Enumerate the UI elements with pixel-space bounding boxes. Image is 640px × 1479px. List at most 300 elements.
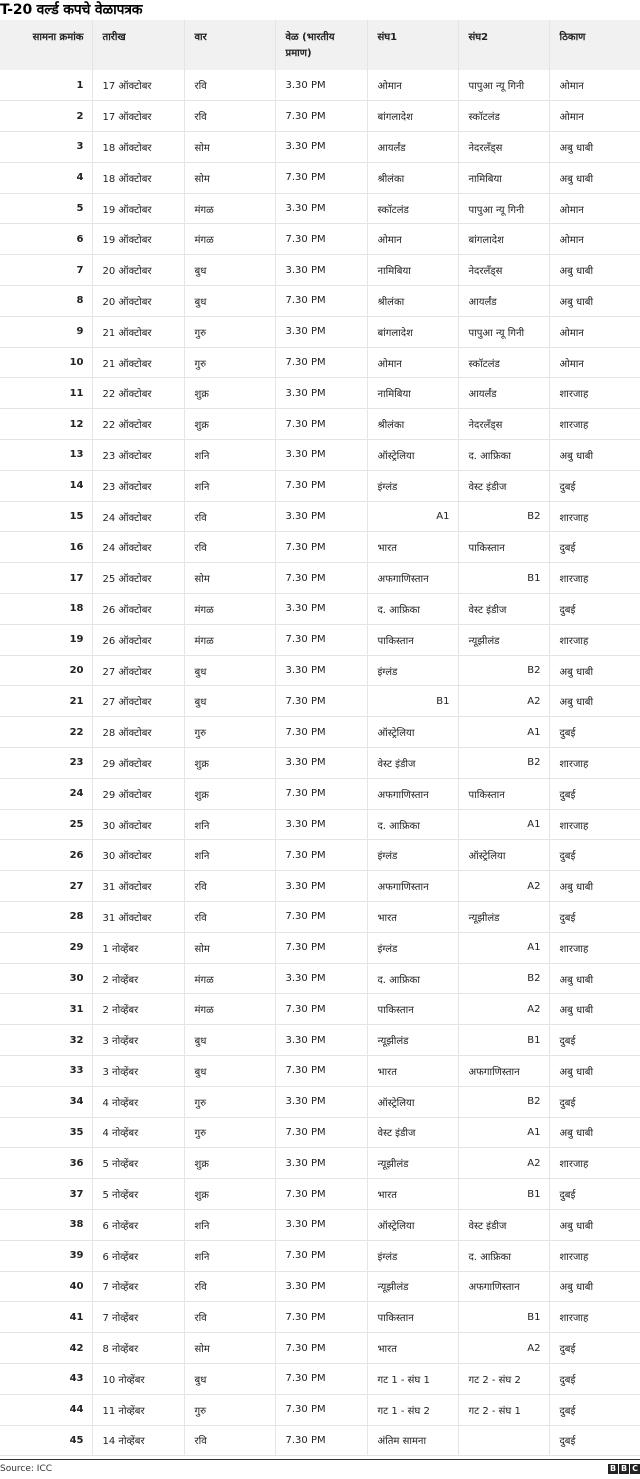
cell-date: 5 नोव्हेंबर — [92, 1179, 184, 1210]
cell-venue: अबु धाबी — [549, 1209, 640, 1240]
cell-time: 7.30 PM — [275, 1302, 367, 1333]
cell-team2: B2 — [458, 963, 549, 994]
table-row — [0, 255, 640, 286]
cell-time: 7.30 PM — [275, 840, 367, 871]
cell-date: 26 ऑक्टोबर — [92, 594, 184, 625]
cell-match-no: 37 — [0, 1179, 92, 1210]
cell-venue: दुबई — [549, 532, 640, 563]
cell-venue: दुबई — [549, 1363, 640, 1394]
table-row — [0, 963, 640, 994]
cell-date: 10 नोव्हेंबर — [92, 1363, 184, 1394]
cell-day: बुध — [184, 655, 275, 686]
cell-team2: A1 — [458, 1117, 549, 1148]
table-row — [0, 316, 640, 347]
cell-time: 3.30 PM — [275, 316, 367, 347]
cell-team2: पापुआ न्यू गिनी — [458, 316, 549, 347]
cell-match-no: 21 — [0, 686, 92, 717]
cell-team2: B1 — [458, 1302, 549, 1333]
table-row — [0, 994, 640, 1025]
cell-match-no: 22 — [0, 717, 92, 748]
cell-team1: इंग्लंड — [367, 470, 458, 501]
header-match-no: सामना क्रमांक — [32, 32, 84, 43]
cell-time: 3.30 PM — [275, 70, 367, 101]
cell-team2: A1 — [458, 717, 549, 748]
cell-time: 3.30 PM — [275, 655, 367, 686]
cell-date: 27 ऑक्टोबर — [92, 655, 184, 686]
table-row — [0, 286, 640, 317]
table-row — [0, 748, 640, 779]
header-team2: संघ2 — [458, 20, 549, 70]
cell-team1: न्यूझीलंड — [367, 1148, 458, 1179]
cell-date: 3 नोव्हेंबर — [92, 1025, 184, 1056]
cell-team2: ऑस्ट्रेलिया — [458, 840, 549, 871]
cell-match-no: 40 — [0, 1271, 92, 1302]
cell-match-no: 11 — [0, 378, 92, 409]
cell-match-no: 18 — [0, 594, 92, 625]
cell-venue: ओमान — [549, 70, 640, 101]
cell-day: रवि — [184, 902, 275, 933]
cell-venue: शारजाह — [549, 932, 640, 963]
cell-team2: अफगाणिस्तान — [458, 1056, 549, 1087]
cell-venue: दुबई — [549, 470, 640, 501]
cell-day: गुरु — [184, 1394, 275, 1425]
cell-day: शुक्र — [184, 378, 275, 409]
cell-time: 3.30 PM — [275, 193, 367, 224]
cell-day: रवि — [184, 1302, 275, 1333]
cell-date: 24 ऑक्टोबर — [92, 501, 184, 532]
cell-date: 21 ऑक्टोबर — [92, 347, 184, 378]
cell-team1: ऑस्ट्रेलिया — [367, 717, 458, 748]
cell-venue: शारजाह — [549, 748, 640, 779]
cell-venue: दुबई — [549, 1179, 640, 1210]
cell-time: 7.30 PM — [275, 1425, 367, 1456]
cell-venue: दुबई — [549, 1025, 640, 1056]
cell-day: सोम — [184, 932, 275, 963]
cell-day: शुक्र — [184, 778, 275, 809]
cell-day: शनि — [184, 809, 275, 840]
cell-team2: नेदरलँड्स — [458, 132, 549, 163]
cell-time: 7.30 PM — [275, 932, 367, 963]
cell-match-no: 33 — [0, 1056, 92, 1087]
cell-venue: शारजाह — [549, 1240, 640, 1271]
cell-team1: वेस्ट इंडीज — [367, 1117, 458, 1148]
table-row — [0, 1240, 640, 1271]
cell-day: सोम — [184, 1333, 275, 1364]
cell-team2: गट 2 - संघ 1 — [458, 1394, 549, 1425]
table-row — [0, 1271, 640, 1302]
cell-team2: पाकिस्तान — [458, 532, 549, 563]
cell-day: मंगळ — [184, 963, 275, 994]
cell-team2: नेदरलँड्स — [458, 255, 549, 286]
cell-date: 19 ऑक्टोबर — [92, 193, 184, 224]
table-row — [0, 1302, 640, 1333]
cell-date: 7 नोव्हेंबर — [92, 1271, 184, 1302]
cell-team1: भारत — [367, 1333, 458, 1364]
cell-date: 30 ऑक्टोबर — [92, 809, 184, 840]
table-row — [0, 1425, 640, 1456]
cell-team1: बांगलादेश — [367, 101, 458, 132]
cell-date: 28 ऑक्टोबर — [92, 717, 184, 748]
cell-day: शनि — [184, 440, 275, 471]
cell-time: 7.30 PM — [275, 162, 367, 193]
cell-date: 7 नोव्हेंबर — [92, 1302, 184, 1333]
cell-match-no: 20 — [0, 655, 92, 686]
table-row — [0, 1148, 640, 1179]
cell-time: 7.30 PM — [275, 409, 367, 440]
cell-match-no: 26 — [0, 840, 92, 871]
cell-team2: B2 — [458, 501, 549, 532]
cell-team1: इंग्लंड — [367, 655, 458, 686]
table-row — [0, 224, 640, 255]
table-row — [0, 1394, 640, 1425]
table-row — [0, 193, 640, 224]
table-body — [0, 70, 640, 1456]
cell-match-no: 25 — [0, 809, 92, 840]
cell-team1: न्यूझीलंड — [367, 1025, 458, 1056]
table-row — [0, 101, 640, 132]
cell-day: रवि — [184, 70, 275, 101]
cell-venue: ओमान — [549, 316, 640, 347]
cell-venue: ओमान — [549, 101, 640, 132]
table-row — [0, 132, 640, 163]
cell-date: 31 ऑक्टोबर — [92, 902, 184, 933]
bbc-logo-letter: B — [609, 1464, 617, 1473]
cell-team2: पापुआ न्यू गिनी — [458, 193, 549, 224]
cell-team2: नामिबिया — [458, 162, 549, 193]
cell-time: 7.30 PM — [275, 778, 367, 809]
page-title: T-20 वर्ल्ड कपचे वेळापत्रक — [0, 2, 143, 18]
cell-match-no: 1 — [0, 70, 92, 101]
cell-date: 18 ऑक्टोबर — [92, 162, 184, 193]
cell-venue: अबु धाबी — [549, 162, 640, 193]
cell-time: 3.30 PM — [275, 963, 367, 994]
cell-date: 3 नोव्हेंबर — [92, 1056, 184, 1087]
cell-day: रवि — [184, 871, 275, 902]
cell-day: बुध — [184, 286, 275, 317]
table-row — [0, 778, 640, 809]
cell-match-no: 4 — [0, 162, 92, 193]
cell-match-no: 6 — [0, 224, 92, 255]
cell-time: 3.30 PM — [275, 1025, 367, 1056]
table-row — [0, 932, 640, 963]
cell-day: रवि — [184, 1425, 275, 1456]
cell-venue: अबु धाबी — [549, 963, 640, 994]
cell-team1: अफगाणिस्तान — [367, 778, 458, 809]
cell-time: 7.30 PM — [275, 902, 367, 933]
cell-match-no: 9 — [0, 316, 92, 347]
cell-team1: इंग्लंड — [367, 840, 458, 871]
cell-date: 11 नोव्हेंबर — [92, 1394, 184, 1425]
cell-time: 7.30 PM — [275, 1240, 367, 1271]
cell-venue: दुबई — [549, 1394, 640, 1425]
table-row — [0, 1363, 640, 1394]
cell-day: शुक्र — [184, 409, 275, 440]
cell-time: 7.30 PM — [275, 1179, 367, 1210]
cell-venue: शारजाह — [549, 409, 640, 440]
cell-match-no: 38 — [0, 1209, 92, 1240]
cell-venue: अबु धाबी — [549, 132, 640, 163]
cell-team1: इंग्लंड — [367, 932, 458, 963]
table-row — [0, 440, 640, 471]
table-row — [0, 1086, 640, 1117]
table-row — [0, 162, 640, 193]
cell-team1: बांगलादेश — [367, 316, 458, 347]
cell-day: शुक्र — [184, 748, 275, 779]
cell-team1: भारत — [367, 902, 458, 933]
cell-match-no: 45 — [0, 1425, 92, 1456]
cell-team1: आयर्लंड — [367, 132, 458, 163]
cell-team1: वेस्ट इंडीज — [367, 748, 458, 779]
cell-date: 2 नोव्हेंबर — [92, 994, 184, 1025]
cell-date: 22 ऑक्टोबर — [92, 378, 184, 409]
cell-time: 3.30 PM — [275, 594, 367, 625]
cell-day: गुरु — [184, 347, 275, 378]
table-row — [0, 1117, 640, 1148]
cell-match-no: 43 — [0, 1363, 92, 1394]
cell-date: 26 ऑक्टोबर — [92, 624, 184, 655]
cell-team2: B1 — [458, 1179, 549, 1210]
cell-date: 1 नोव्हेंबर — [92, 932, 184, 963]
cell-day: गुरु — [184, 717, 275, 748]
cell-venue: दुबई — [549, 840, 640, 871]
cell-day: गुरु — [184, 1117, 275, 1148]
cell-day: बुध — [184, 1363, 275, 1394]
cell-match-no: 44 — [0, 1394, 92, 1425]
cell-match-no: 36 — [0, 1148, 92, 1179]
cell-day: मंगळ — [184, 224, 275, 255]
table-row — [0, 871, 640, 902]
cell-team1: श्रीलंका — [367, 286, 458, 317]
cell-venue: दुबई — [549, 1333, 640, 1364]
cell-team1: श्रीलंका — [367, 409, 458, 440]
cell-team2: गट 2 - संघ 2 — [458, 1363, 549, 1394]
table-row — [0, 470, 640, 501]
table-row — [0, 1025, 640, 1056]
cell-team2: B2 — [458, 1086, 549, 1117]
cell-date: 29 ऑक्टोबर — [92, 748, 184, 779]
cell-team2: न्यूझीलंड — [458, 624, 549, 655]
cell-team1: B1 — [367, 686, 458, 717]
cell-day: मंगळ — [184, 193, 275, 224]
cell-team1: नामिबिया — [367, 378, 458, 409]
cell-venue: ओमान — [549, 193, 640, 224]
cell-match-no: 13 — [0, 440, 92, 471]
cell-day: शनि — [184, 1209, 275, 1240]
cell-day: शनि — [184, 470, 275, 501]
cell-team1: न्यूझीलंड — [367, 1271, 458, 1302]
cell-day: मंगळ — [184, 994, 275, 1025]
table-row — [0, 70, 640, 101]
cell-venue: ओमान — [549, 224, 640, 255]
cell-venue: दुबई — [549, 594, 640, 625]
cell-date: 2 नोव्हेंबर — [92, 963, 184, 994]
cell-time: 7.30 PM — [275, 470, 367, 501]
cell-match-no: 23 — [0, 748, 92, 779]
cell-team2: B1 — [458, 563, 549, 594]
cell-date: 14 नोव्हेंबर — [92, 1425, 184, 1456]
cell-venue: शारजाह — [549, 809, 640, 840]
cell-team2: A2 — [458, 1148, 549, 1179]
table-row — [0, 1179, 640, 1210]
cell-day: बुध — [184, 255, 275, 286]
header-date: तारीख — [92, 20, 184, 70]
cell-time: 3.30 PM — [275, 255, 367, 286]
cell-team2: पापुआ न्यू गिनी — [458, 70, 549, 101]
header-row — [0, 20, 640, 70]
cell-team2: A1 — [458, 932, 549, 963]
cell-time: 3.30 PM — [275, 1148, 367, 1179]
cell-day: रवि — [184, 101, 275, 132]
cell-date: 8 नोव्हेंबर — [92, 1333, 184, 1364]
table-row — [0, 1209, 640, 1240]
table-row — [0, 717, 640, 748]
cell-venue: शारजाह — [549, 1148, 640, 1179]
cell-day: शनि — [184, 1240, 275, 1271]
cell-date: 17 ऑक्टोबर — [92, 101, 184, 132]
cell-team2: आयर्लंड — [458, 286, 549, 317]
cell-time: 3.30 PM — [275, 809, 367, 840]
cell-match-no: 5 — [0, 193, 92, 224]
cell-team2: वेस्ट इंडीज — [458, 1209, 549, 1240]
cell-venue: अबु धाबी — [549, 871, 640, 902]
cell-team2: नेदरलँड्स — [458, 409, 549, 440]
cell-day: शनि — [184, 840, 275, 871]
cell-day: बुध — [184, 1025, 275, 1056]
cell-team1: गट 1 - संघ 1 — [367, 1363, 458, 1394]
cell-team2: बांगलादेश — [458, 224, 549, 255]
table-row — [0, 378, 640, 409]
cell-match-no: 2 — [0, 101, 92, 132]
table-row — [0, 686, 640, 717]
table-row — [0, 501, 640, 532]
cell-team2: B2 — [458, 748, 549, 779]
cell-date: 24 ऑक्टोबर — [92, 532, 184, 563]
cell-time: 7.30 PM — [275, 532, 367, 563]
cell-team2: स्कॉटलंड — [458, 347, 549, 378]
table-row — [0, 563, 640, 594]
cell-team2: B2 — [458, 655, 549, 686]
cell-match-no: 29 — [0, 932, 92, 963]
cell-match-no: 7 — [0, 255, 92, 286]
source-text: Source: ICC — [0, 1464, 53, 1474]
cell-team1: पाकिस्तान — [367, 1302, 458, 1333]
cell-time: 7.30 PM — [275, 717, 367, 748]
cell-venue: दुबई — [549, 1086, 640, 1117]
cell-team1: द. आफ्रिका — [367, 963, 458, 994]
cell-day: गुरु — [184, 316, 275, 347]
table-row — [0, 532, 640, 563]
cell-match-no: 39 — [0, 1240, 92, 1271]
cell-date: 21 ऑक्टोबर — [92, 316, 184, 347]
cell-team1: ओमान — [367, 347, 458, 378]
cell-team1: गट 1 - संघ 2 — [367, 1394, 458, 1425]
cell-date: 29 ऑक्टोबर — [92, 778, 184, 809]
cell-date: 6 नोव्हेंबर — [92, 1209, 184, 1240]
cell-team2: वेस्ट इंडीज — [458, 594, 549, 625]
cell-venue: अबु धाबी — [549, 1117, 640, 1148]
cell-match-no: 15 — [0, 501, 92, 532]
cell-match-no: 14 — [0, 470, 92, 501]
cell-team2: अफगाणिस्तान — [458, 1271, 549, 1302]
cell-venue: अबु धाबी — [549, 440, 640, 471]
cell-date: 4 नोव्हेंबर — [92, 1117, 184, 1148]
cell-date: 23 ऑक्टोबर — [92, 440, 184, 471]
cell-time: 7.30 PM — [275, 1363, 367, 1394]
cell-time: 7.30 PM — [275, 563, 367, 594]
table-row — [0, 409, 640, 440]
cell-team2: A2 — [458, 1333, 549, 1364]
cell-venue: अबु धाबी — [549, 255, 640, 286]
cell-day: सोम — [184, 132, 275, 163]
table-row — [0, 1333, 640, 1364]
cell-date: 18 ऑक्टोबर — [92, 132, 184, 163]
cell-venue: अबु धाबी — [549, 286, 640, 317]
table-row — [0, 1056, 640, 1087]
cell-time: 3.30 PM — [275, 501, 367, 532]
cell-match-no: 35 — [0, 1117, 92, 1148]
cell-day: रवि — [184, 1271, 275, 1302]
cell-team1: ओमान — [367, 70, 458, 101]
cell-team1: अफगाणिस्तान — [367, 563, 458, 594]
cell-time: 7.30 PM — [275, 347, 367, 378]
cell-time: 7.30 PM — [275, 224, 367, 255]
cell-match-no: 30 — [0, 963, 92, 994]
cell-team2: B1 — [458, 1025, 549, 1056]
cell-day: मंगळ — [184, 624, 275, 655]
cell-time: 3.30 PM — [275, 748, 367, 779]
header-venue: ठिकाण — [549, 20, 640, 70]
cell-time: 3.30 PM — [275, 1209, 367, 1240]
cell-time: 7.30 PM — [275, 1394, 367, 1425]
cell-team2: द. आफ्रिका — [458, 1240, 549, 1271]
cell-day: रवि — [184, 501, 275, 532]
cell-day: मंगळ — [184, 594, 275, 625]
cell-date: 30 ऑक्टोबर — [92, 840, 184, 871]
cell-team2: द. आफ्रिका — [458, 440, 549, 471]
cell-time: 3.30 PM — [275, 1271, 367, 1302]
cell-team2: स्कॉटलंड — [458, 101, 549, 132]
header-team1: संघ1 — [367, 20, 458, 70]
cell-team2: A2 — [458, 686, 549, 717]
cell-team1: ओमान — [367, 224, 458, 255]
cell-date: 5 नोव्हेंबर — [92, 1148, 184, 1179]
cell-day: बुध — [184, 1056, 275, 1087]
cell-match-no: 34 — [0, 1086, 92, 1117]
cell-team2: पाकिस्तान — [458, 778, 549, 809]
cell-day: शुक्र — [184, 1179, 275, 1210]
cell-match-no: 8 — [0, 286, 92, 317]
cell-time: 3.30 PM — [275, 132, 367, 163]
cell-venue: ओमान — [549, 347, 640, 378]
cell-day: शुक्र — [184, 1148, 275, 1179]
header-time: वेळ (भारतीय प्रमाण) — [275, 20, 367, 70]
cell-match-no: 28 — [0, 902, 92, 933]
table-row — [0, 902, 640, 933]
cell-team2: न्यूझीलंड — [458, 902, 549, 933]
header-day: वार — [184, 20, 275, 70]
cell-venue: दुबई — [549, 778, 640, 809]
table-row — [0, 624, 640, 655]
cell-date: 6 नोव्हेंबर — [92, 1240, 184, 1271]
cell-date: 22 ऑक्टोबर — [92, 409, 184, 440]
cell-time: 3.30 PM — [275, 1086, 367, 1117]
cell-time: 3.30 PM — [275, 440, 367, 471]
cell-match-no: 24 — [0, 778, 92, 809]
table-row — [0, 840, 640, 871]
cell-team1: द. आफ्रिका — [367, 809, 458, 840]
cell-venue: दुबई — [549, 717, 640, 748]
cell-day: सोम — [184, 162, 275, 193]
